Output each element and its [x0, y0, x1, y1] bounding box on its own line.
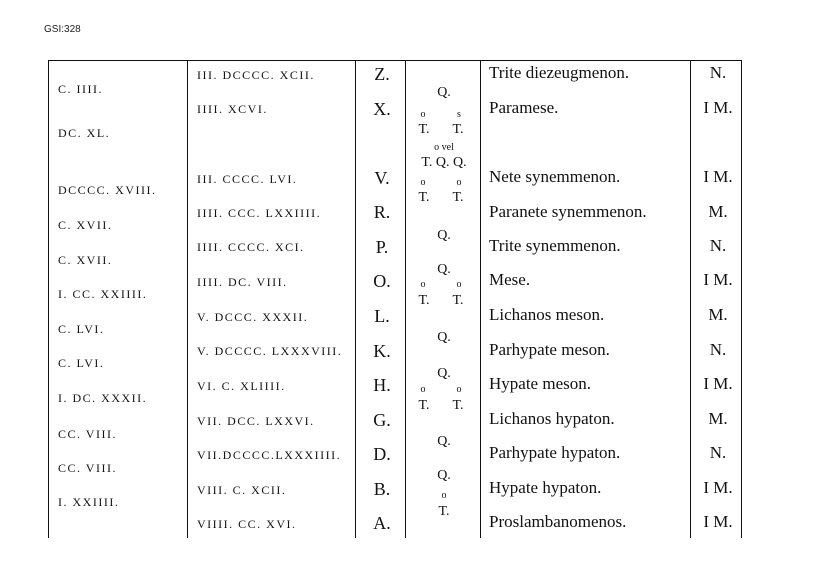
number-cell: C. XVII. — [58, 253, 113, 267]
interval-mark: T. Q. Q. — [421, 155, 467, 170]
interval-type: I M. — [703, 478, 733, 497]
interval-mark: Q. — [437, 434, 451, 449]
note-name: Nete synemmenon. — [489, 167, 621, 186]
note-name: Hypate hypaton. — [489, 478, 602, 497]
number-cell: DC. XL. — [58, 126, 111, 140]
note-name: Trite synemmenon. — [489, 236, 621, 255]
interval-type: N. — [709, 236, 727, 255]
interval-mark: Q. — [437, 468, 451, 483]
interval-type: I M. — [703, 167, 733, 186]
column-rule — [690, 60, 691, 538]
interval-mark: T. — [438, 504, 450, 519]
number-cell: VIII. C. XCII. — [197, 483, 287, 497]
letter-cell: Z. — [374, 64, 390, 84]
note-name: Paramese. — [489, 98, 559, 117]
interval-type: N. — [709, 63, 727, 82]
letter-cell: H. — [373, 375, 391, 395]
number-cell: VII.DCCCC.LXXXIIII. — [197, 448, 342, 462]
interval-mark: T. — [452, 190, 464, 205]
interval-mark: T. — [452, 122, 464, 137]
letter-cell: G. — [373, 410, 391, 430]
interval-mark: o — [420, 109, 426, 120]
note-name: Parhypate meson. — [489, 340, 610, 359]
number-cell: VI. C. XLIIII. — [197, 379, 286, 393]
column-rule — [187, 60, 188, 538]
letter-cell: R. — [373, 202, 391, 222]
note-name: Proslambanomenos. — [489, 512, 627, 531]
interval-type: M. — [708, 409, 728, 428]
interval-type: I M. — [703, 374, 733, 393]
interval-type: I M. — [703, 512, 733, 531]
number-cell: V. DCCC. XXXII. — [197, 310, 309, 324]
letter-cell: D. — [373, 444, 391, 464]
number-cell: V. DCCCC. LXXXVIII. — [197, 344, 343, 358]
column-rule — [355, 60, 356, 538]
number-cell: VIIII. CC. XVI. — [197, 517, 297, 531]
column-rule — [480, 60, 481, 538]
number-cell: CC. VIII. — [58, 427, 117, 441]
letter-cell: O. — [373, 271, 391, 291]
interval-mark: Q. — [437, 85, 451, 100]
interval-mark: T. — [452, 293, 464, 308]
number-cell: C. LVI. — [58, 356, 105, 370]
interval-mark: Q. — [437, 228, 451, 243]
interval-mark: Q. — [437, 366, 451, 381]
letter-cell: V. — [374, 168, 390, 188]
interval-mark: o — [441, 490, 447, 501]
number-cell: C. XVII. — [58, 218, 113, 232]
number-cell: C. LVI. — [58, 322, 105, 336]
number-cell: I. CC. XXIIII. — [58, 287, 148, 301]
note-name: Mese. — [489, 270, 531, 289]
number-cell: III. DCCCC. XCII. — [197, 68, 315, 82]
letter-cell: A. — [373, 513, 391, 533]
letter-cell: K. — [373, 341, 391, 361]
interval-mark: o — [420, 384, 426, 395]
number-cell: I. DC. XXXII. — [58, 391, 148, 405]
interval-mark: Q. — [437, 262, 451, 277]
column-rule — [405, 60, 406, 538]
table-top-rule — [48, 60, 742, 61]
interval-mark: T. — [452, 398, 464, 413]
interval-type: M. — [708, 202, 728, 221]
interval-mark: o — [420, 177, 426, 188]
interval-mark: o — [456, 384, 462, 395]
interval-type: I M. — [703, 98, 733, 117]
number-cell: III. CCCC. LVI. — [197, 172, 298, 186]
page-header: GSI:328 — [44, 24, 81, 35]
table-right-rule — [741, 60, 742, 538]
note-name: Lichanos hypaton. — [489, 409, 615, 428]
interval-mark: o — [456, 279, 462, 290]
interval-type: N. — [709, 443, 727, 462]
number-cell: IIII. XCVI. — [197, 102, 268, 116]
note-name: Paranete synemmenon. — [489, 202, 647, 221]
note-name: Lichanos meson. — [489, 305, 605, 324]
interval-mark: o vel — [434, 142, 454, 153]
note-name: Hypate meson. — [489, 374, 591, 393]
interval-mark: T. — [418, 190, 430, 205]
number-cell: IIII. DC. VIII. — [197, 275, 288, 289]
interval-mark: T. — [418, 122, 430, 137]
interval-mark: o — [456, 177, 462, 188]
letter-cell: X. — [373, 99, 391, 119]
number-cell: CC. VIII. — [58, 461, 117, 475]
table-left-rule — [48, 60, 49, 538]
letter-cell: P. — [375, 237, 389, 257]
note-name: Trite diezeugmenon. — [489, 63, 630, 82]
note-name: Parhypate hypaton. — [489, 443, 621, 462]
number-cell: VII. DCC. LXXVI. — [197, 414, 315, 428]
interval-mark: s — [457, 109, 461, 120]
interval-type: I M. — [703, 270, 733, 289]
interval-mark: T. — [418, 398, 430, 413]
number-cell: IIII. CCC. LXXIIII. — [197, 206, 322, 220]
interval-mark: T. — [418, 293, 430, 308]
number-cell: DCCCC. XVIII. — [58, 183, 157, 197]
letter-cell: L. — [374, 306, 390, 326]
interval-mark: o — [420, 279, 426, 290]
number-cell: C. IIII. — [58, 82, 103, 96]
number-cell: I. XXIIII. — [58, 495, 120, 509]
interval-type: N. — [709, 340, 727, 359]
number-cell: IIII. CCCC. XCI. — [197, 240, 305, 254]
letter-cell: B. — [373, 479, 391, 499]
interval-mark: Q. — [437, 330, 451, 345]
interval-type: M. — [708, 305, 728, 324]
